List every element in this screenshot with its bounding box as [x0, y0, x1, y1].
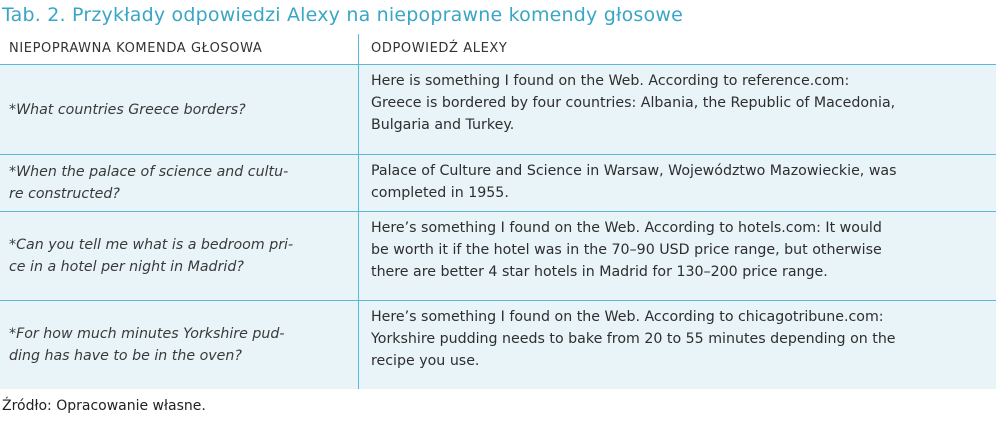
table-header-row	[0, 34, 996, 65]
response-cell: Palace of Culture and Science in Warsaw, Województwo Mazowieckie, was completed in 1955.	[358, 155, 996, 211]
column-header-command: NIEPOPRAWNA KOMENDA GŁOSOWA	[9, 41, 263, 56]
command-cell: *What countries Greece borders?	[9, 101, 246, 118]
response-cell: Here’s something I found on the Web. According to chicagotribune.com: Yorkshire pudding needs to bake from 20 to 55 minutes depending on the recipe you use.	[358, 301, 996, 389]
table-row	[0, 301, 996, 389]
response-cell: Here’s something I found on the Web. According to hotels.com: It would be worth it if the hotel was in the 70–90 USD price range, but otherwise there are better 4 star hotels in Madrid for 130–200 price range.	[358, 212, 996, 300]
table-row	[0, 65, 996, 155]
command-cell: *When the palace of science and cultu- re constructed?	[9, 164, 289, 202]
response-cell: Here is something I found on the Web. According to reference.com: Greece is bordered by four countries: Albania, the Republic of Macedonia, Bulgaria and Turkey.	[358, 65, 996, 154]
table-row	[0, 155, 996, 212]
command-cell: *Can you tell me what is a bedroom pri- ce in a hotel per night in Madrid?	[9, 237, 294, 275]
source-note: Źródło: Opracowanie własne.	[2, 398, 206, 414]
command-cell: *For how much minutes Yorkshire pud- ding has have to be in the oven?	[9, 326, 285, 364]
table-row	[0, 212, 996, 301]
table-title: Tab. 2. Przykłady odpowiedzi Alexy na niepoprawne komendy głosowe	[2, 4, 683, 26]
column-header-response: ODPOWIEDŹ ALEXY	[358, 34, 996, 64]
alexa-responses-table	[0, 34, 996, 389]
